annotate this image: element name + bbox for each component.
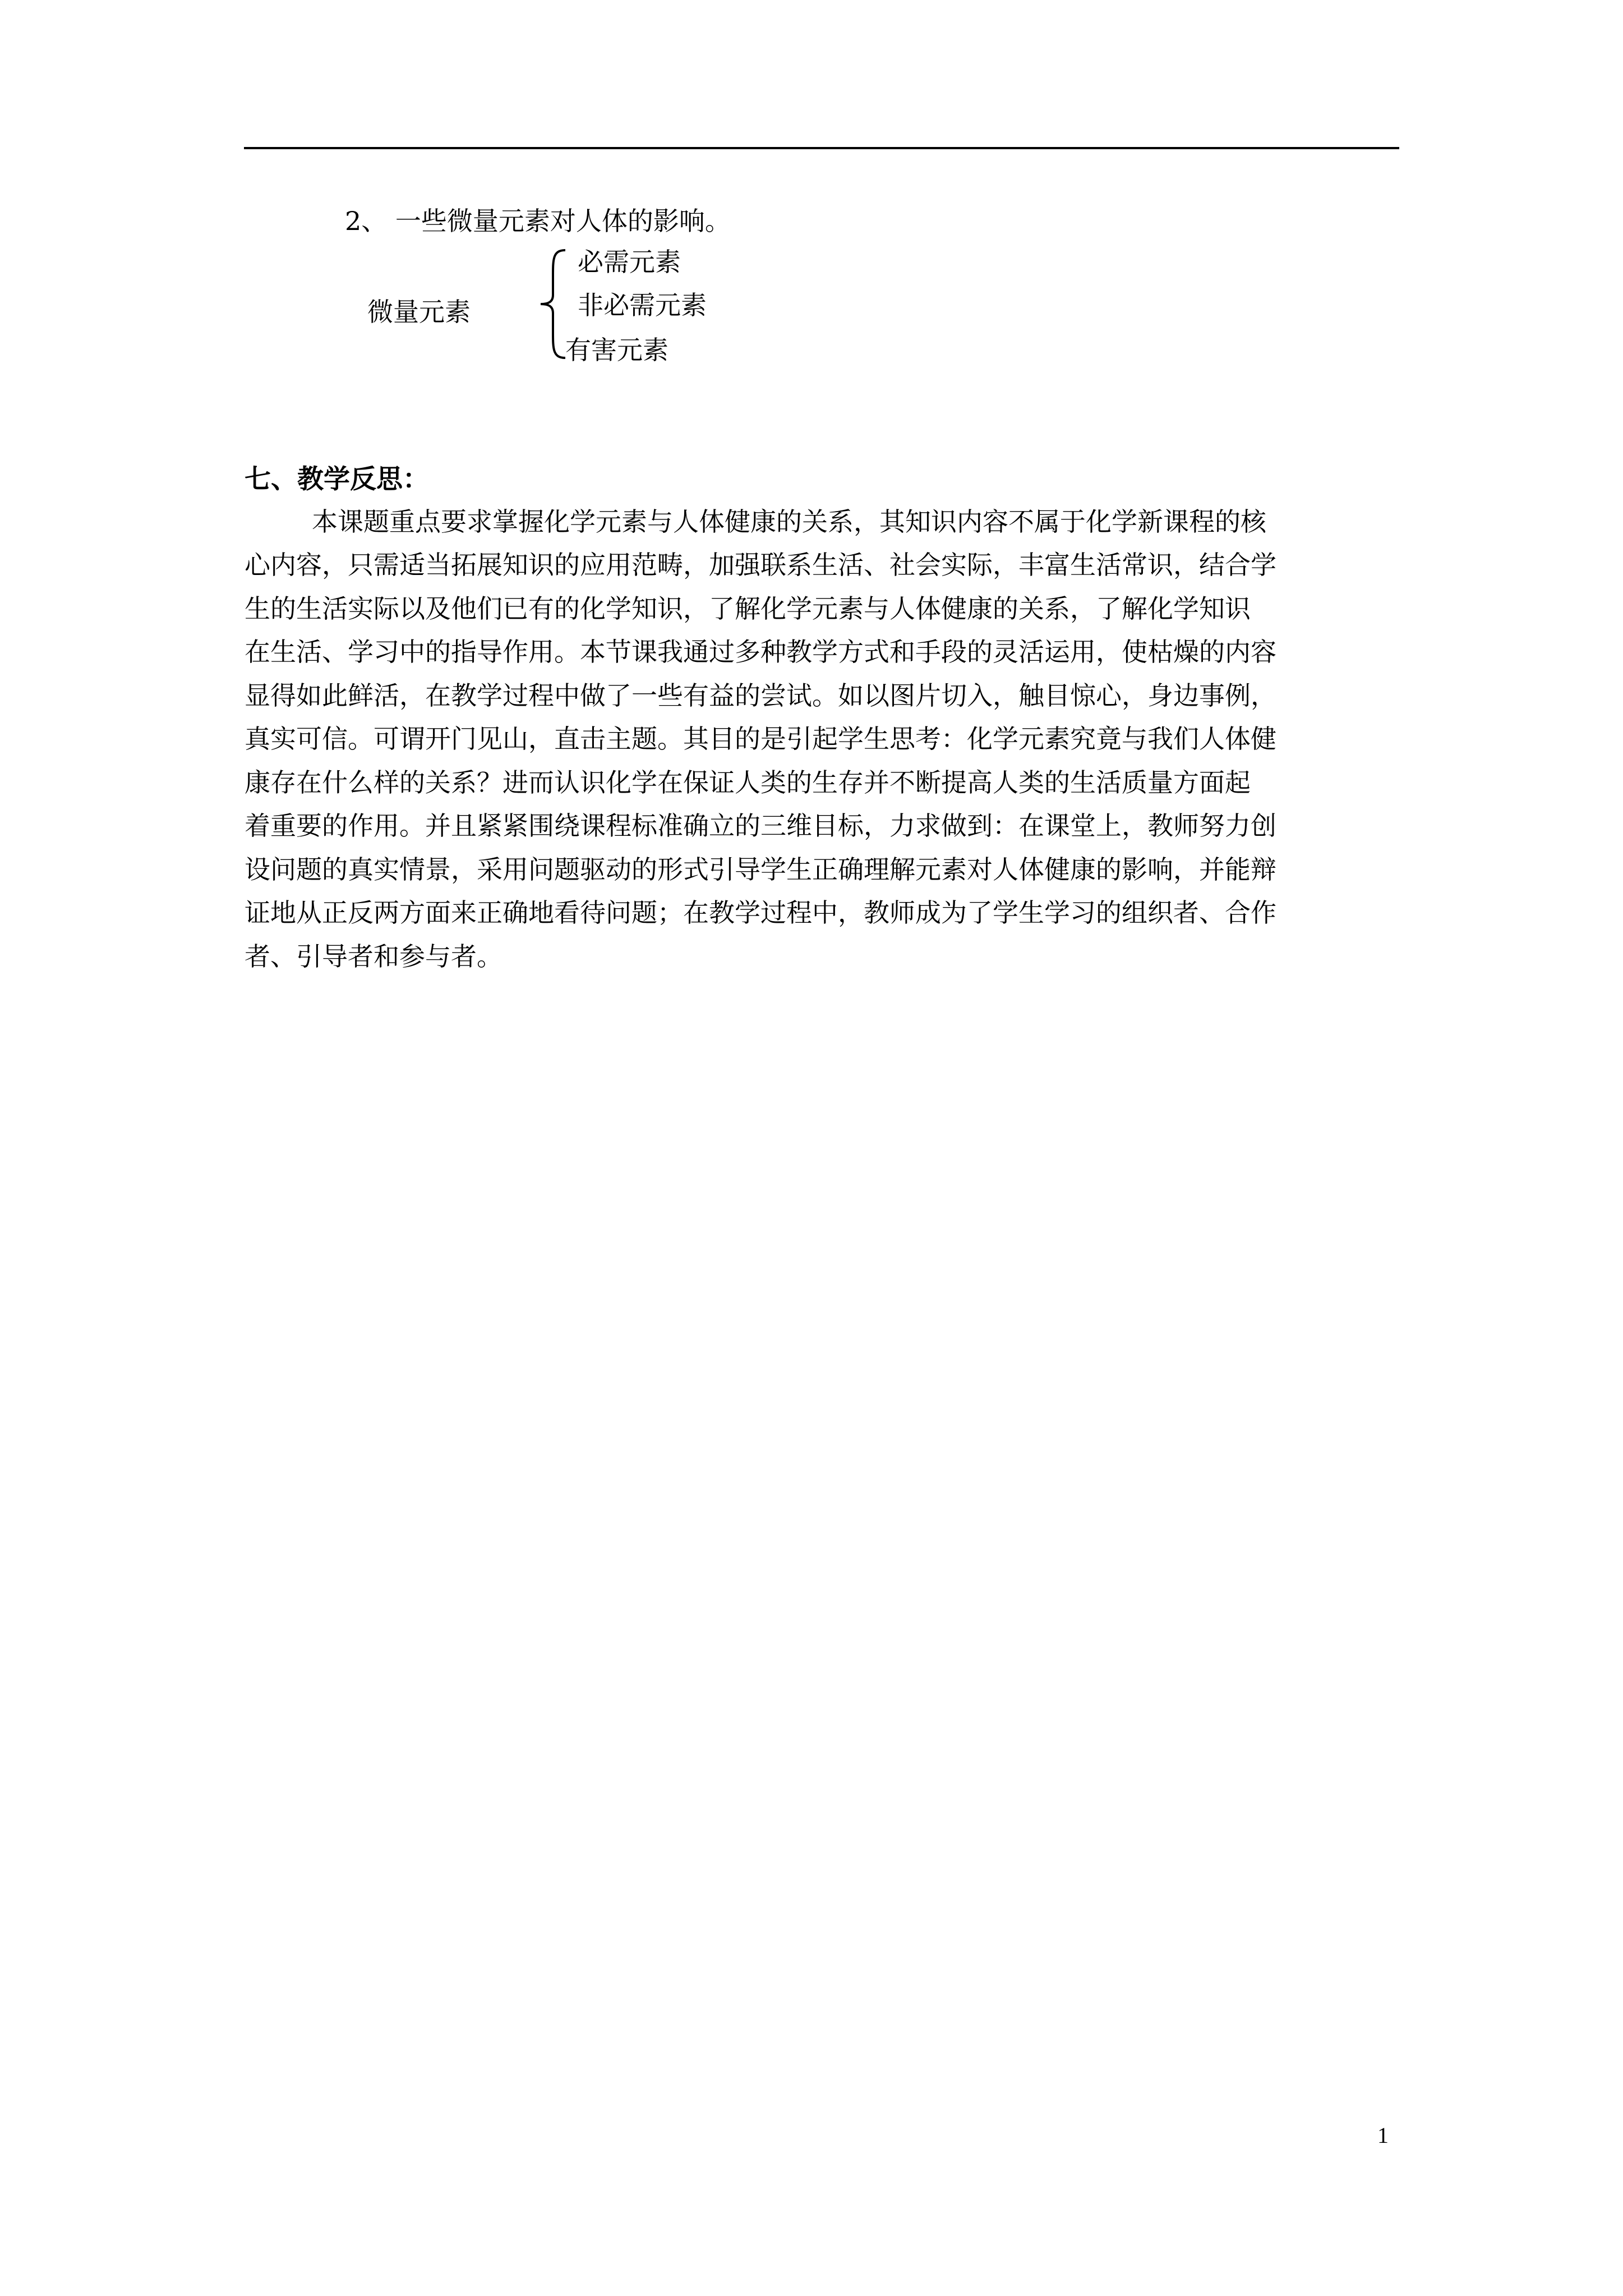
paragraph-line: 设问题的真实情景，采用问题驱动的形式引导学生正确理解元素对人体健康的影响，并能辩 — [245, 854, 1276, 885]
paragraph-line: 者、引导者和参与者。 — [245, 941, 502, 972]
tree-branch-nonessential: 非必需元素 — [578, 290, 707, 320]
paragraph-line: 在生活、学习中的指导作用。本节课我通过多种教学方式和手段的灵活运用，使枯燥的内容 — [245, 637, 1276, 667]
paragraph-line: 生的生活实际以及他们已有的化学知识，了解化学元素与人体健康的关系，了解化学知识 — [245, 593, 1251, 624]
section-title: 七、教学反思： — [245, 464, 429, 495]
paragraph-line: 显得如此鲜活，在教学过程中做了一些有益的尝试。如以图片切入，触目惊心，身边事例， — [245, 680, 1276, 711]
page-number: 1 — [1377, 2123, 1389, 2148]
paragraph-line: 着重要的作用。并且紧紧围绕课程标准确立的三维目标，力求做到：在课堂上，教师努力创 — [245, 811, 1276, 841]
tree-branch-harmful: 有害元素 — [565, 335, 668, 365]
paragraph-line: 本课题重点要求掌握化学元素与人体健康的关系，其知识内容不属于化学新课程的核 — [312, 507, 1266, 537]
tree-root-label: 微量元素 — [367, 297, 471, 327]
paragraph-line: 心内容，只需适当拓展知识的应用范畴，加强联系生活、社会实际，丰富生活常识，结合学 — [245, 550, 1276, 580]
paragraph-line: 康存在什么样的关系？进而认识化学在保证人类的生存并不断提高人类的生活质量方面起 — [245, 767, 1251, 798]
tree-branch-essential: 必需元素 — [578, 247, 681, 277]
header-rule — [244, 147, 1399, 149]
item-heading: 2、 一些微量元素对人体的影响。 — [345, 206, 731, 236]
paragraph-line: 证地从正反两方面来正确地看待问题；在教学过程中，教师成为了学生学习的组织者、合作 — [245, 898, 1276, 928]
paragraph-line: 真实可信。可谓开门见山，直击主题。其目的是引起学生思考：化学元素究竟与我们人体健 — [245, 724, 1276, 754]
